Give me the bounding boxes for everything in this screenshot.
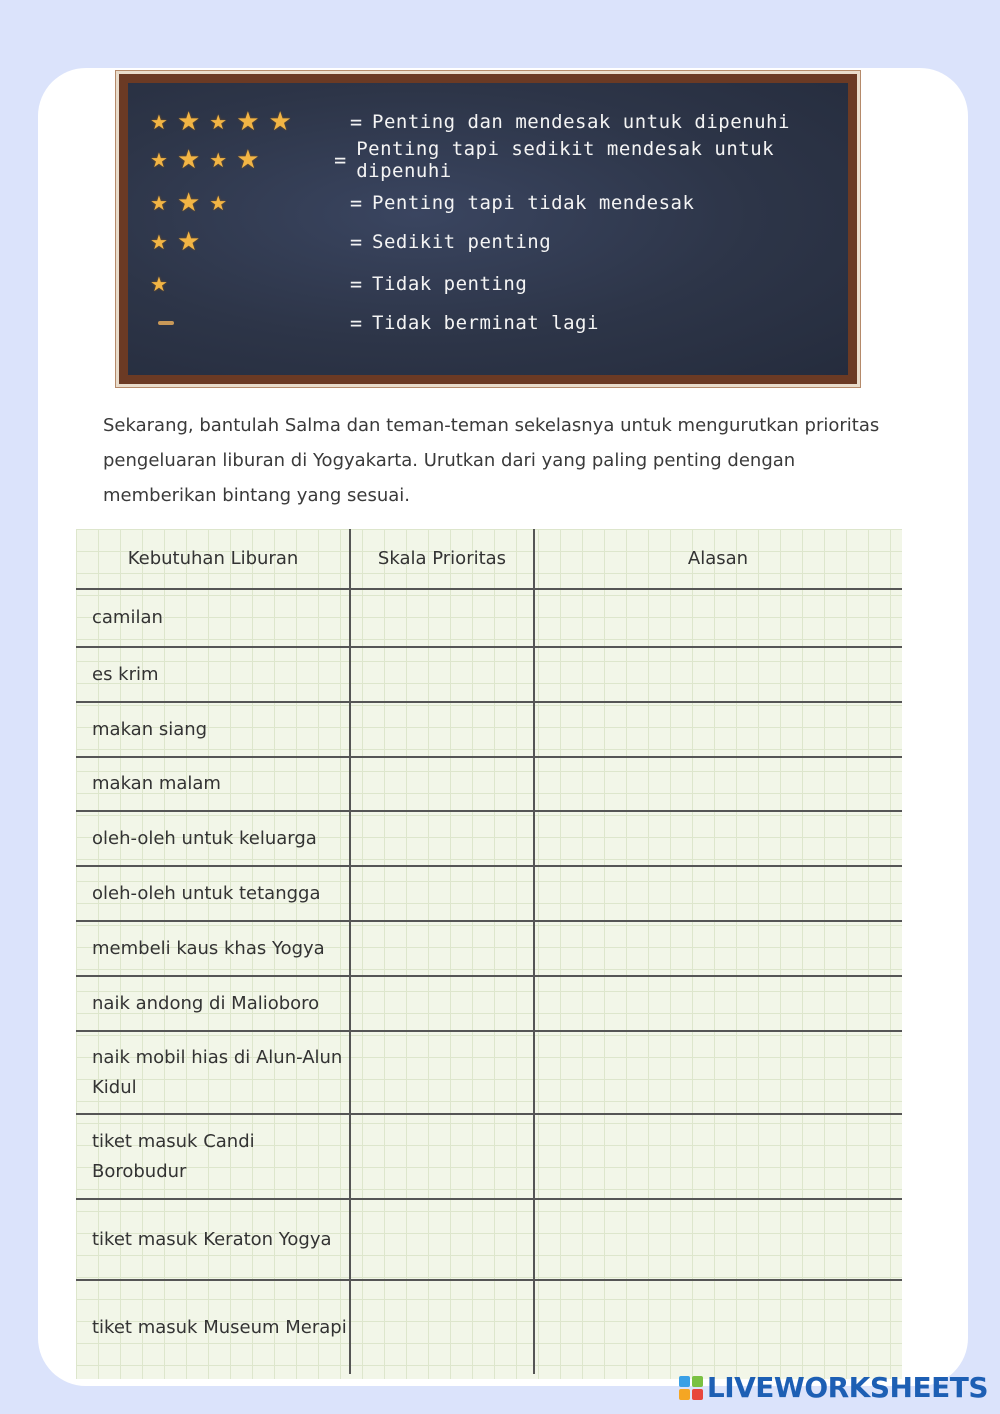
item-cell: membeli kaus khas Yogya [76,921,350,976]
legend-text: Tidak penting [372,273,528,295]
item-cell: camilan [76,589,350,647]
reason-cell[interactable] [534,811,902,866]
table-row [76,1114,902,1199]
priority-cell[interactable] [350,589,534,647]
reason-cell[interactable] [534,866,902,921]
item-cell: es krim [76,647,350,702]
table-row [76,1280,902,1375]
legend-row-3-stars [150,186,840,220]
table-row [76,757,902,811]
priority-cell[interactable] [350,702,534,757]
reason-cell[interactable] [534,1114,902,1199]
table-row [76,921,902,976]
priority-cell[interactable] [350,811,534,866]
two-stars-icon: ★ ★ [150,227,201,257]
legend-text: Sedikit penting [372,231,552,253]
legend-text: Penting dan mendesak untuk dipenuhi [372,111,790,133]
liveworksheets-logo [679,1371,988,1404]
table-row [76,1199,902,1280]
brand-name: LIVEWORKSHEETS [706,1371,988,1404]
legend-row-1-star [150,267,840,301]
three-stars-icon: ★ ★ ★ [150,188,228,218]
priority-cell[interactable] [350,647,534,702]
item-cell: makan siang [76,702,350,757]
priority-cell[interactable] [350,921,534,976]
item-cell: tiket masuk Museum Merapi [92,1317,347,1338]
table-row [76,976,902,1031]
logo-grid-icon [679,1376,703,1400]
equals-sign: = [350,191,363,215]
reason-cell[interactable] [534,1031,902,1114]
equals-sign: = [350,230,363,254]
table-row [76,811,902,866]
priority-cell[interactable] [350,1199,534,1280]
equals-sign: = [350,311,363,335]
column-divider [349,529,351,1374]
legend-row-0-stars [150,306,840,340]
reason-cell[interactable] [534,1280,902,1375]
four-stars-icon: ★ ★ ★ ★ [150,145,260,175]
legend-text: Penting tapi tidak mendesak [372,192,695,214]
reason-cell[interactable] [534,647,902,702]
table-row [76,647,902,702]
priority-cell[interactable] [350,1280,534,1375]
reason-cell[interactable] [534,976,902,1031]
header-skala: Skala Prioritas [350,529,534,589]
reason-cell[interactable] [534,702,902,757]
reason-cell[interactable] [534,589,902,647]
table-row [76,1031,902,1114]
header-kebutuhan: Kebutuhan Liburan [76,529,350,589]
item-cell: oleh-oleh untuk tetangga [76,866,350,921]
dash-icon [150,321,350,325]
priority-cell[interactable] [350,1031,534,1114]
legend-row-2-stars [150,225,840,259]
header-alasan: Alasan [534,529,902,589]
legend-text: Tidak berminat lagi [372,312,599,334]
reason-cell[interactable] [534,757,902,811]
item-cell: tiket masuk Candi Borobudur [76,1114,350,1199]
priority-table [76,529,902,1379]
equals-sign: = [334,148,347,172]
column-divider [533,529,535,1374]
equals-sign: = [350,272,363,296]
worksheet-page [38,68,968,1386]
five-stars-icon: ★ ★ ★ ★ ★ [150,107,292,137]
item-cell: tiket masuk Keraton Yogya [76,1199,350,1280]
item-cell: makan malam [76,757,350,811]
table-row [76,866,902,921]
item-cell: naik mobil hias di Alun-Alun Kidul [76,1031,350,1114]
legend-row-4-stars [150,138,840,182]
legend-text: Penting tapi sedikit mendesak untuk dipenuhi [356,138,775,182]
item-cell: oleh-oleh untuk keluarga [76,811,350,866]
priority-cell[interactable] [350,976,534,1031]
chalkboard-legend [116,71,860,387]
legend-row-5-stars [150,105,840,139]
table-header-row [76,529,902,589]
reason-cell[interactable] [534,1199,902,1280]
table-row [76,589,902,647]
one-star-icon: ★ [150,272,168,296]
table-row [76,702,902,757]
chalkboard-surface [128,83,848,375]
equals-sign: = [350,110,363,134]
priority-cell[interactable] [350,1114,534,1199]
item-cell: naik andong di Malioboro [76,976,350,1031]
instruction-text: Sekarang, bantulah Salma dan teman-teman sekelasnya untuk mengurutkan prioritas pengeluaran liburan di Yogyakarta. Urutkan dari yang paling penting dengan memberikan bintang yang sesuai. [103,415,880,506]
reason-cell[interactable] [534,921,902,976]
priority-cell[interactable] [350,757,534,811]
priority-cell[interactable] [350,866,534,921]
